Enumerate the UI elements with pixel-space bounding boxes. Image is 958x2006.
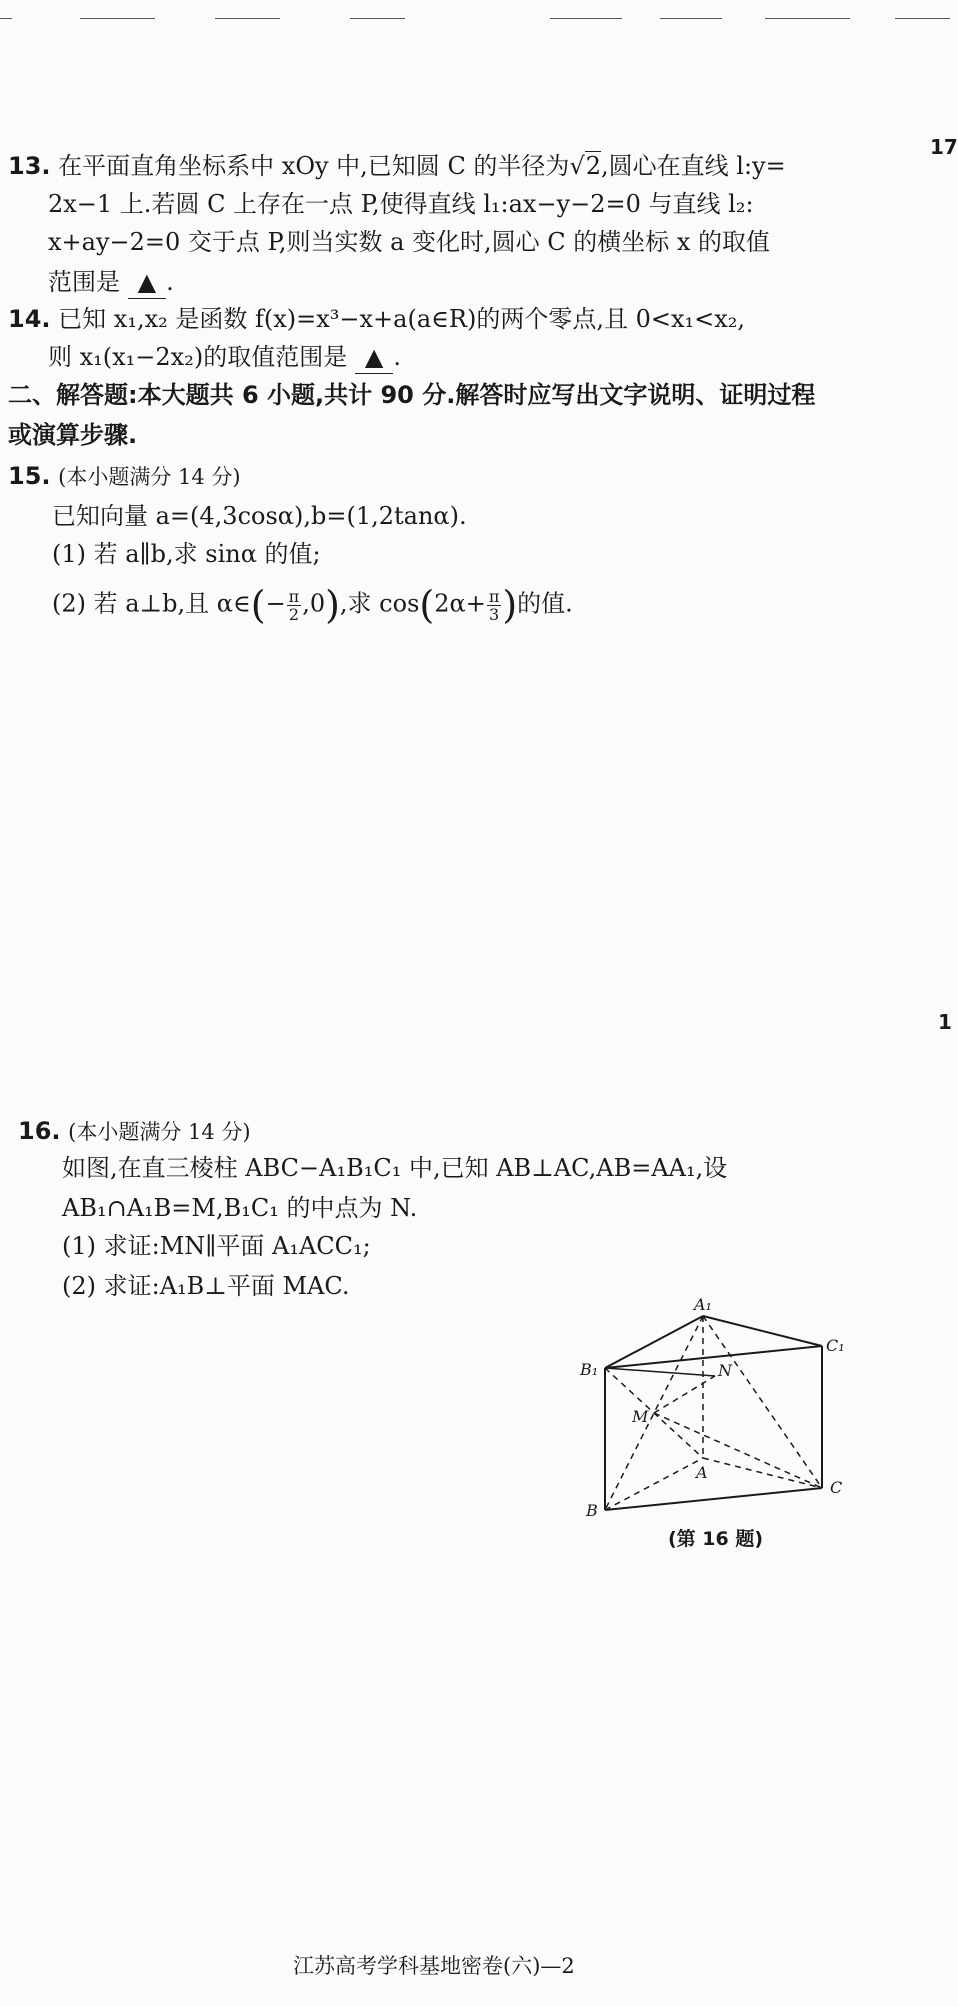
figure-caption: (第 16 题) (668, 1528, 764, 1550)
sqrt-value: 2 (585, 152, 602, 180)
top-border (215, 18, 280, 19)
section-heading: 或演算步骤. (8, 421, 138, 449)
question-text: 已知 x₁,x₂ 是函数 f(x)=x³−x+a(a∈R)的两个零点,且 0<x₁<x₂, (58, 305, 746, 333)
question-text: . (166, 268, 174, 296)
question-part-2: (2) 求证:A₁B⊥平面 MAC. (62, 1272, 350, 1300)
fraction (487, 588, 502, 623)
question-part-2: (2) 若 a⊥b,且 α∈(− $\frac{\pi}{2}$ ,0),求 cos(2α+ $\frac{\pi}{3}$ )的值. (52, 583, 573, 627)
label-m: M (632, 1407, 649, 1426)
score-note: (本小题满分 14 分) (58, 465, 241, 489)
question-text: (2) 若 a⊥b,且 α∈ (52, 589, 251, 618)
math-text: 2α+ (434, 589, 486, 618)
label-b: B (586, 1501, 598, 1520)
question-text: AB₁∩A₁B=M,B₁C₁ 的中点为 N. (62, 1194, 418, 1222)
label-b1: B₁ (580, 1360, 599, 1379)
top-border (80, 18, 155, 19)
question-text: . (393, 343, 401, 371)
section-heading: 二、解答题:本大题共 6 小题,共计 90 分.解答时应写出文字说明、证明过程 (8, 381, 816, 409)
question-text: 在平面直角坐标系中 xOy 中,已知圆 C 的半径为 (58, 152, 570, 180)
label-c1: C₁ (826, 1336, 845, 1355)
fraction (287, 588, 302, 623)
question-text: 的值. (517, 589, 573, 618)
question-text: 范围是 (48, 268, 120, 296)
label-c: C (830, 1478, 843, 1497)
question-text: ,圆心在直线 l:y= (601, 152, 786, 180)
top-border (0, 18, 12, 19)
fraction-numerator: π (488, 586, 500, 606)
top-border (660, 18, 722, 19)
question-text: 则 x₁(x₁−2x₂)的取值范围是 (48, 343, 348, 371)
question-text: 如图,在直三棱柱 ABC−A₁B₁C₁ 中,已知 AB⊥AC,AB=AA₁,设 (62, 1154, 728, 1182)
question-part-1: (1) 求证:MN∥平面 A₁ACC₁; (62, 1232, 371, 1260)
fraction-denominator: 2 (288, 604, 300, 624)
page-footer: 江苏高考学科基地密卷(六)—2 (293, 1954, 575, 1978)
edge-number: 17 (930, 135, 958, 159)
fraction-numerator: π (288, 586, 300, 606)
question-number: 14. (8, 305, 51, 333)
edge-b1-c1 (605, 1346, 822, 1368)
question-number: 15. (8, 462, 51, 490)
question-text: x+ay−2=0 交于点 P,则当实数 a 变化时,圆心 C 的横坐标 x 的取值 (48, 228, 771, 256)
question-text: 已知向量 a=(4,3cosα),b=(1,2tanα). (52, 502, 467, 530)
top-border (550, 18, 622, 19)
math-text: − (265, 589, 286, 618)
segment-b1-n (605, 1368, 715, 1376)
edge-b-c (605, 1488, 822, 1510)
question-number: 13. (8, 152, 51, 180)
answer-blank: ▲ (355, 341, 393, 374)
segment-m-c (654, 1413, 822, 1488)
question-text: ,求 cos (339, 589, 420, 618)
math-text: ,0 (302, 589, 326, 618)
top-border (895, 18, 950, 19)
prism-figure (580, 1295, 860, 1528)
top-border (350, 18, 405, 19)
label-a: A (696, 1463, 708, 1482)
answer-blank: ▲ (128, 266, 166, 299)
edge-number: 1 (938, 1010, 952, 1034)
label-n: N (718, 1361, 732, 1380)
score-note: (本小题满分 14 分) (68, 1120, 251, 1144)
question-number: 16. (18, 1117, 61, 1145)
question-part-1: (1) 若 a∥b,求 sinα 的值; (52, 540, 321, 568)
top-border (765, 18, 850, 19)
question-text: 2x−1 上.若圆 C 上存在一点 P,使得直线 l₁:ax−y−2=0 与直线 l₂: (48, 190, 754, 218)
fraction-denominator: 3 (488, 604, 500, 624)
edge-a1-c1 (703, 1316, 822, 1346)
label-a1: A₁ (694, 1295, 712, 1314)
